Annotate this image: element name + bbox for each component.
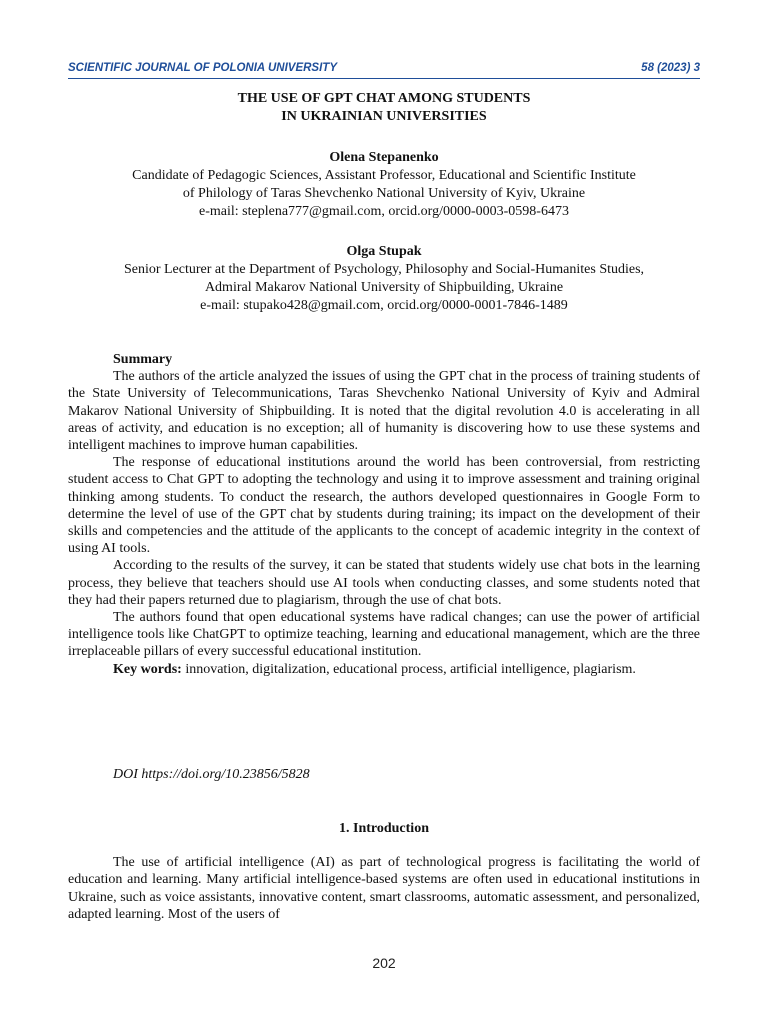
author-block-2	[68, 243, 700, 315]
summary-paragraph: The response of educational institutions around the world has been controversial, from restricting student access to Chat GPT to adopting the technology and using it to improve assessment and training original thinking among students. To conduct the research, the authors developed questionnaires in Google Form to determine the level of use of the GPT chat by students during training; its impact on the development of their skills and competencies and the attitude of the applicants to the concept of academic integrity in the context of using AI tools.	[68, 455, 700, 557]
summary-paragraph: The authors found that open educational systems have radical changes; can use the power of artificial intelligence tools like ChatGPT to optimize teaching, learning and educational management, which are the three irreplaceable pillars of every successful educational institution.	[68, 610, 700, 660]
author-block-1	[68, 149, 700, 221]
author-name: Olena Stepanenko	[329, 150, 439, 165]
summary-paragraph: The authors of the article analyzed the issues of using the GPT chat in the process of training students of the State University of Telecommunications, Taras Shevchenko National University of Kyiv and Admiral Makarov National University of Shipbuilding. It is noted that the digital revolution 4.0 is accelerating in all areas of activity, and education is no exception; all of humanity is discovering how to use these systems and intelligent machines to improve human capabilities.	[68, 369, 700, 454]
summary-paragraph: According to the results of the survey, it can be stated that students widely use chat bots in the learning process, they believe that teachers should use AI tools when conducting classes, and some students noted that they had their papers returned due to plagiarism, through the use of chat bots.	[68, 558, 700, 608]
article-title-line-1: THE USE OF GPT CHAT AMONG STUDENTS	[237, 91, 531, 106]
journal-issue: 58 (2023) 3	[641, 62, 700, 74]
keywords-label: Key words:	[113, 661, 182, 677]
author-name: Olga Stupak	[346, 244, 422, 259]
summary-heading: Summary	[113, 352, 173, 367]
section-heading-introduction: 1. Introduction	[339, 821, 429, 836]
introduction-body	[68, 854, 700, 924]
author-contact: e-mail: steplena777@gmail.com, orcid.org/0000-0003-0598-6473	[199, 204, 569, 219]
author-affiliation: Admiral Makarov National University of Shipbuilding, Ukraine	[204, 280, 564, 295]
author-affiliation: Senior Lecturer at the Department of Psychology, Philosophy and Social-Humanites Studies,	[123, 262, 645, 277]
journal-name: SCIENTIFIC JOURNAL OF POLONIA UNIVERSITY	[68, 62, 337, 74]
keywords	[68, 661, 700, 678]
journal-header	[68, 60, 700, 79]
keywords-text: innovation, digitalization, educational process, artificial intelligence, plagiarism.	[185, 661, 636, 677]
summary-section	[68, 351, 700, 678]
introduction-paragraph: The use of artificial intelligence (AI) as part of technological progress is facilitating the world of education and learning. Many artificial intelligence-based systems are often used in educational institutions in Ukraine, such as voice assistants, innovative content, smart classrooms, automatic assessment, and personalized, adapted learning. Most of the users of	[68, 855, 700, 923]
author-contact: e-mail: stupako428@gmail.com, orcid.org/0000-0001-7846-1489	[200, 298, 568, 313]
article-title	[68, 90, 700, 126]
author-affiliation: Candidate of Pedagogic Sciences, Assistant Professor, Educational and Scientific Institute	[132, 168, 636, 183]
page-number: 202	[372, 955, 396, 971]
author-affiliation: of Philology of Taras Shevchenko National University of Kyiv, Ukraine	[182, 186, 586, 201]
doi-link[interactable]: DOI https://doi.org/10.23856/5828	[113, 767, 310, 782]
paper-page	[68, 0, 700, 1024]
article-title-line-2: IN UKRAINIAN UNIVERSITIES	[281, 109, 487, 124]
